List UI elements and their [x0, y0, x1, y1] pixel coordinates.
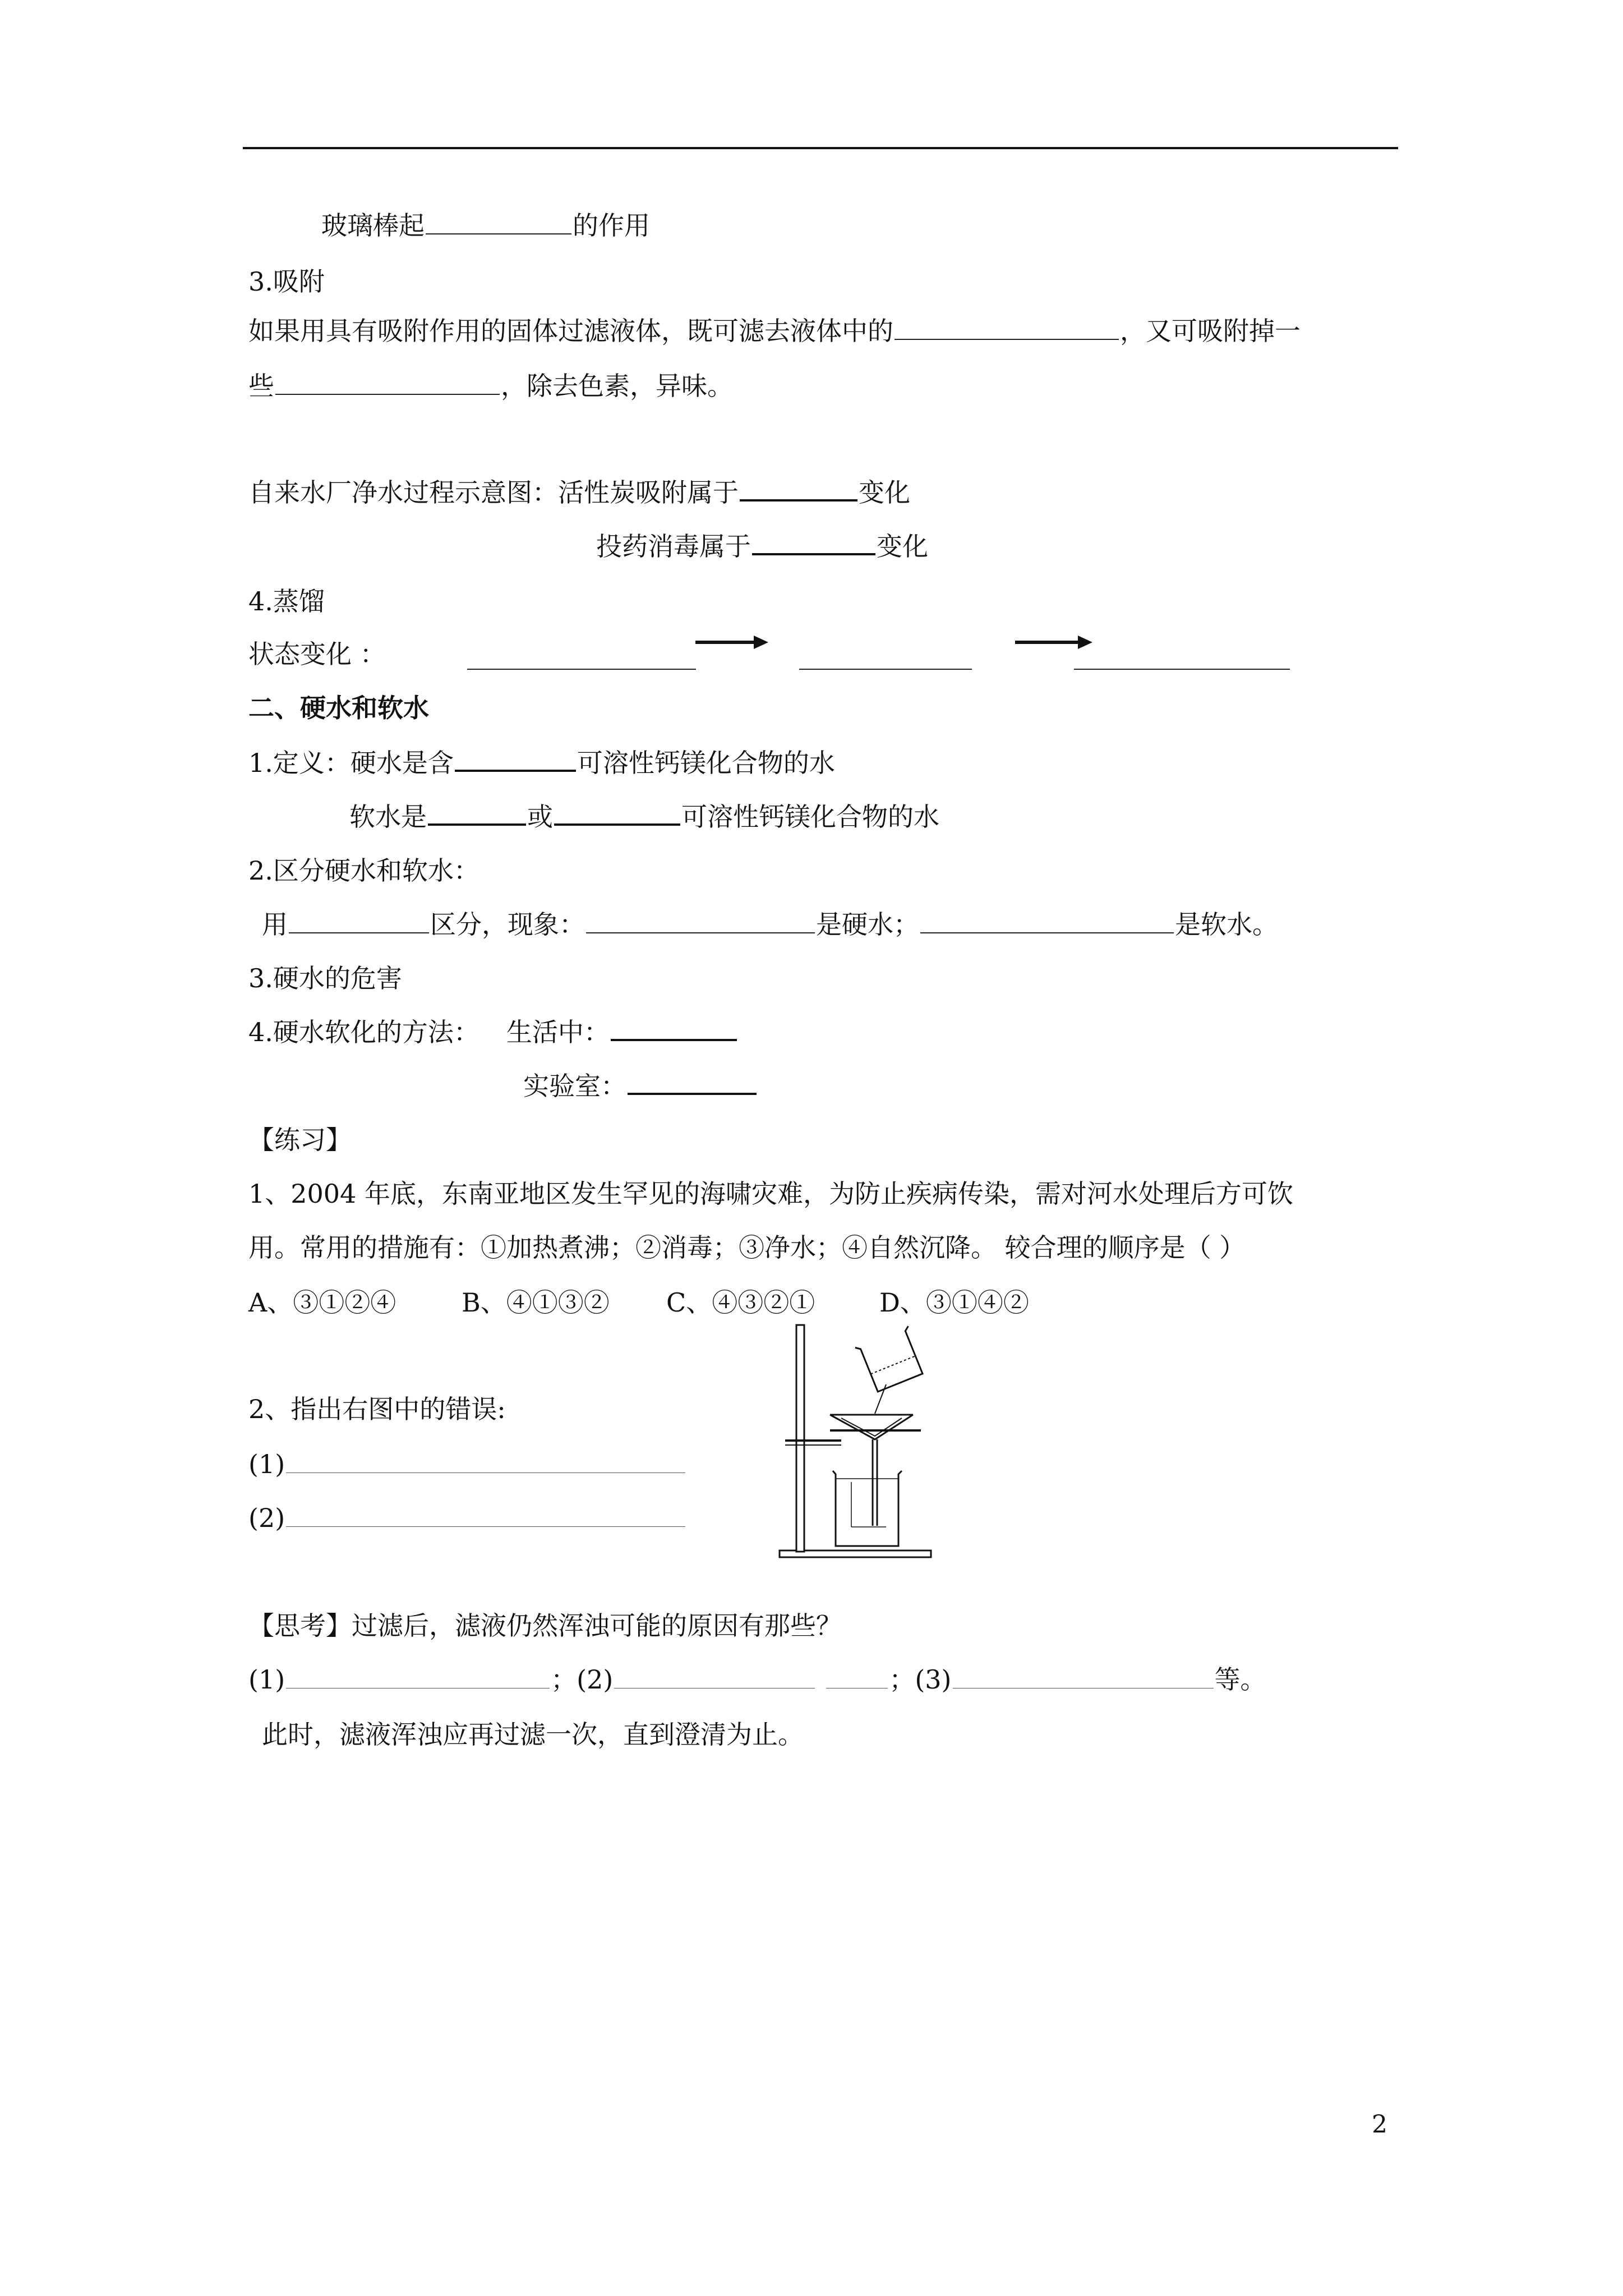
- blank[interactable]: [740, 477, 857, 501]
- waterworks-line-2: 投药消毒属于 变化: [596, 531, 928, 562]
- adsorption-text-1: 如果用具有吸附作用的固体过滤液体，既可滤去液体中的 ，又可吸附掉一: [248, 316, 1301, 346]
- question-1-option-a[interactable]: A、③①②④: [248, 1287, 396, 1318]
- question-1-option-c[interactable]: C、④③②①: [666, 1287, 815, 1318]
- section-two-title: 二、硬水和软水: [248, 693, 429, 723]
- blank[interactable]: [752, 531, 875, 555]
- hazard-heading: 3.硬水的危害: [248, 963, 402, 993]
- distinguish-line: 用 区分，现象： 是硬水； 是软水。: [262, 909, 1278, 940]
- blank[interactable]: [455, 747, 576, 772]
- question-2-item-1: (1): [248, 1447, 686, 1481]
- blank[interactable]: [467, 669, 696, 670]
- blank[interactable]: [426, 211, 571, 234]
- distill-heading: 4.蒸馏: [248, 586, 325, 616]
- practice-heading: 【练习】: [248, 1125, 352, 1155]
- question-1-line-1: 1、2004 年底，东南亚地区发生罕见的海啸灾难，为防止疾病传染，需对河水处理后方可饮: [248, 1179, 1293, 1209]
- question-1-option-d[interactable]: D、③①④②: [879, 1287, 1029, 1318]
- arrow-right-icon: [1015, 634, 1094, 651]
- blank[interactable]: [275, 371, 500, 395]
- blank[interactable]: [554, 801, 680, 826]
- blank[interactable]: [1074, 669, 1290, 670]
- blank[interactable]: [920, 910, 1174, 933]
- page-number: 2: [1372, 2110, 1387, 2139]
- filtration-apparatus-figure: [774, 1324, 937, 1566]
- waterworks-line-1: 自来水厂净水过程示意图：活性炭吸附属于 变化: [248, 477, 910, 508]
- soften-line-2: 实验室：: [523, 1069, 758, 1103]
- closing-line: 此时，滤液浑浊应再过滤一次，直到澄清为止。: [262, 1719, 804, 1750]
- think-answers-line: (1) ；(2) ；(3) 等。: [248, 1664, 1266, 1695]
- blank[interactable]: [628, 1070, 757, 1095]
- blank[interactable]: [286, 1504, 685, 1527]
- glass-rod-line: 玻璃棒起 的作用: [321, 210, 650, 241]
- state-change-label: 状态变化 ：: [248, 639, 386, 669]
- blank[interactable]: [286, 1450, 685, 1473]
- think-line: 【思考】过滤后，滤液仍然浑浊可能的原因有那些？: [248, 1611, 842, 1641]
- header-rule: [243, 147, 1398, 149]
- blank[interactable]: [586, 910, 815, 933]
- question-1-line-2: 用。常用的措施有：①加热煮沸；②消毒；③净水；④自然沉降。 较合理的顺序是（ ）: [248, 1232, 1246, 1263]
- question-2-text: 2、指出右图中的错误:: [248, 1394, 506, 1424]
- blank[interactable]: [289, 910, 429, 933]
- blank[interactable]: [799, 669, 972, 670]
- question-2-item-2: (2): [248, 1501, 686, 1535]
- definition-line-2: 软水是 或 可溶性钙镁化合物的水: [349, 802, 939, 832]
- blank[interactable]: [953, 1665, 1214, 1688]
- adsorption-heading: 3.吸附: [248, 266, 325, 297]
- question-1-option-b[interactable]: B、④①③②: [462, 1287, 610, 1318]
- blank[interactable]: [286, 1665, 550, 1688]
- blank[interactable]: [895, 316, 1119, 340]
- distinguish-heading: 2.区分硬水和软水：: [248, 855, 479, 886]
- blank[interactable]: [611, 1016, 737, 1041]
- blank[interactable]: [614, 1665, 815, 1688]
- definition-line-1: 1.定义：硬水是含 可溶性钙镁化合物的水: [248, 748, 835, 778]
- soften-line-1: 4.硬水软化的方法： 生活中：: [248, 1015, 738, 1049]
- arrow-right-icon: [695, 634, 769, 651]
- blank[interactable]: [826, 1665, 888, 1688]
- blank[interactable]: [428, 801, 526, 826]
- adsorption-text-2: 些 ，除去色素，异味。: [248, 371, 733, 401]
